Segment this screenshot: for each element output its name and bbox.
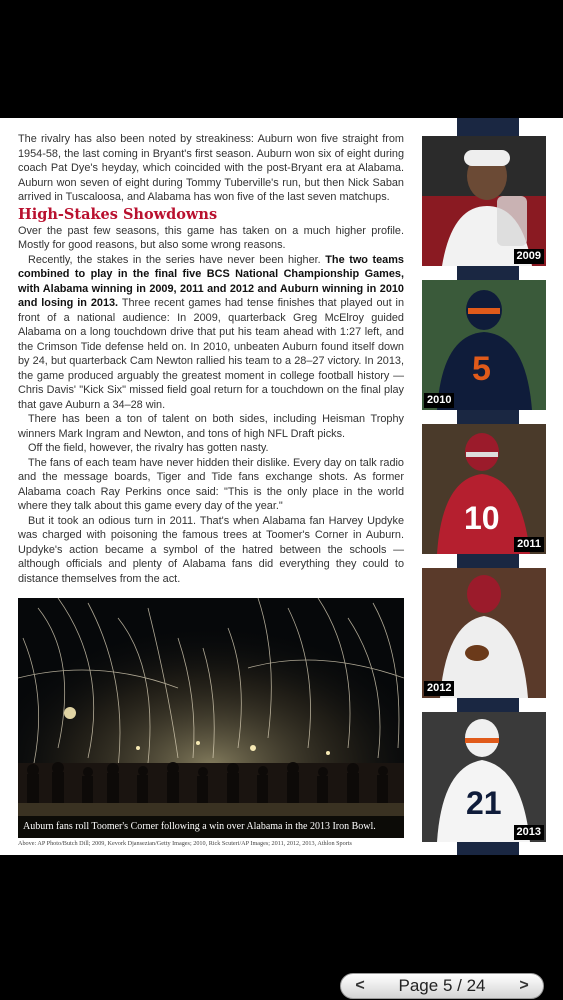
paragraph	[18, 253, 404, 413]
paragraph-bold: The two teams combined to play in the final five BCS National Championship Games, with Alabama winning in 2009, 2011 and 2012 and Auburn winning in 2010 and losing in 2013.	[18, 253, 404, 309]
next-page-button[interactable]: >	[519, 977, 529, 994]
thumb-2013	[422, 712, 546, 842]
svg-text:10: 10	[464, 500, 500, 536]
player-photo-2009	[422, 136, 546, 266]
paragraph: Over the past few seasons, this game has taken on a much higher profile. Mostly for good reasons, but also some wrong reasons.	[18, 224, 404, 251]
thumb-2012	[422, 568, 546, 698]
paragraph: The rivalry has also been noted by streakiness: Auburn won five straight from 1954-58, the last coming in Bryant's first season. Auburn won six of eight during coach Pat Dye's heyday, which coincided with the post-Bryant era at Alabama. Auburn won seven of eight during Tommy Tuberville's run, but then Nick Saban arrived in Tuscaloosa, and Alabama has won five of the last seven matchups.	[18, 133, 404, 203]
player-photo-2012	[422, 568, 546, 698]
toomers-corner-photo	[18, 598, 404, 838]
svg-text:21: 21	[466, 785, 502, 821]
paragraph-lead: Recently, the stakes in the series have never been higher.	[28, 253, 321, 266]
photo-credits: Above: AP Photo/Butch Dill; 2009, Kevork Djansezian/Getty Images; 2010, Rick Scuteri/AP Images; 2011, 2012, 2013, Athlon Sports	[18, 840, 352, 847]
section-heading: High-Stakes Showdowns	[18, 205, 218, 223]
svg-text:5: 5	[472, 350, 491, 388]
thumb-2010	[422, 280, 546, 410]
article-body	[18, 132, 404, 586]
paragraph-rest: Three recent games had tense finishes that played out in front of a national audience: In 2009, quarterback Greg McElroy guided Alabama on a long touchdown drive that put his team ahead with 1:27 left, and the Crimson Tide defense held on. In 2010, unbeaten Auburn found itself down by 24, but quarterback Cam Newton rallied his team to a 28–27 victory. In 2013, the game produced arguably the greatest moment in college football history — Chris Davis' "Kick Six" missed field goal return for a touchdown on the final play that gave Auburn a 34–28 win.	[18, 297, 405, 411]
year-badge: 2013	[514, 825, 544, 840]
paragraph: Off the field, however, the rivalry has gotten nasty.	[28, 442, 269, 454]
paragraph: There has been a ton of talent on both sides, including Heisman Trophy winners Mark Ingram and Newton, and tons of high NFL Draft picks.	[18, 413, 404, 440]
prev-page-button[interactable]: <	[355, 977, 365, 994]
thumb-2011	[422, 424, 546, 554]
year-badge: 2009	[514, 249, 544, 264]
year-badge: 2011	[514, 537, 544, 552]
night-crowd-illustration	[18, 598, 404, 838]
magazine-page	[0, 118, 563, 855]
year-badge: 2010	[424, 393, 454, 408]
player-photo-2010	[422, 280, 546, 410]
page-navigator	[340, 973, 544, 999]
player-photo-2013	[422, 712, 546, 842]
thumb-2009	[422, 136, 546, 266]
player-photo-2011	[422, 424, 546, 554]
page-indicator: Page 5 / 24	[398, 976, 486, 995]
photo-caption: Auburn fans roll Toomer's Corner following a win over Alabama in the 2013 Iron Bowl.	[18, 816, 404, 838]
paragraph: The fans of each team have never hidden their dislike. Every day on talk radio and the message boards, Tiger and Tide fans exchange shots. As former Alabama coach Ray Perkins once said: "This is the only place in the world where they talk about this game every day of the year."	[18, 456, 404, 512]
year-badge: 2012	[424, 681, 454, 696]
paragraph: But it took an odious turn in 2011. That's when Alabama fan Harvey Updyke was charged with poisoning the famous trees at Toomer's Corner in Auburn. Updyke's action became a symbol of the hatred between the schools — although officials and plenty of Alabama fans did everything they could to distance themselves from the act.	[18, 514, 404, 585]
